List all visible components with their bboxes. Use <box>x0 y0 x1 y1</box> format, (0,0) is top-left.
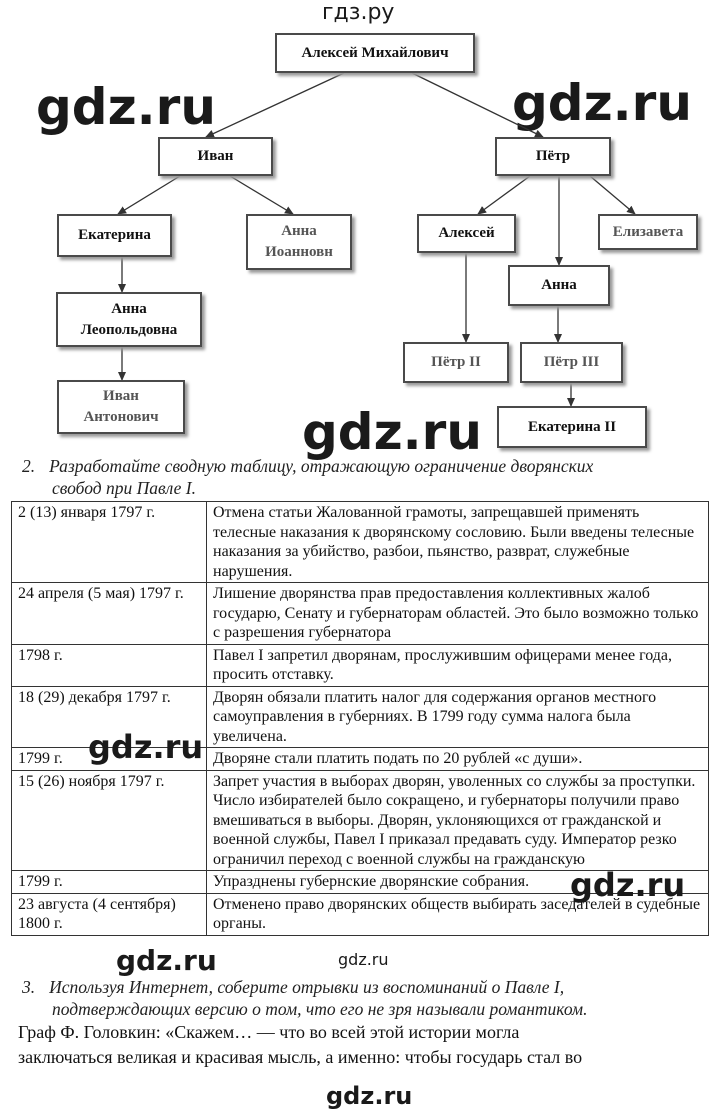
tree-node-elizaveta: Елизавета <box>598 214 698 250</box>
watermark: gdz.ru <box>302 403 482 461</box>
question-number: 3. <box>22 977 36 997</box>
table-row <box>12 770 709 871</box>
watermark: gdz.ru <box>338 950 389 969</box>
site-watermark-top: гдз.ру <box>322 0 395 25</box>
tree-node-petr: Пётр <box>495 137 611 176</box>
date-cell: 1798 г. <box>12 644 207 686</box>
tree-node-petr-ii: Пётр II <box>403 342 509 383</box>
table-row <box>12 502 709 583</box>
tree-node-ekaterina-ii: Екатерина II <box>497 406 647 448</box>
question-2 <box>22 455 712 499</box>
watermark: gdz.ru <box>88 728 204 766</box>
date-cell: 18 (29) декабря 1797 г. <box>12 686 207 748</box>
table-row <box>12 583 709 645</box>
description-cell: Дворяне стали платить подать по 20 рублей «с души». <box>207 748 709 771</box>
watermark: gdz.ru <box>36 78 216 136</box>
watermark: gdz.ru <box>326 1082 413 1110</box>
date-cell: 15 (26) ноября 1797 г. <box>12 770 207 871</box>
watermark: gdz.ru <box>570 866 686 904</box>
description-cell: Лишение дворянства прав предоставления коллективных жалоб государю, Сенату и губернаторам областей. Это было возможно только с разрешения губернатора <box>207 583 709 645</box>
question-number: 2. <box>22 456 36 476</box>
date-cell: 24 апреля (5 мая) 1797 г. <box>12 583 207 645</box>
tree-node-anna-ioannovna: Анна Иоанновн <box>246 214 352 270</box>
date-cell: 2 (13) января 1797 г. <box>12 502 207 583</box>
watermark: gdz.ru <box>512 74 692 132</box>
question-text: свобод при Павле I. <box>52 478 196 498</box>
tree-node-ivan: Иван <box>158 137 273 176</box>
date-cell: 1799 г. <box>12 748 207 771</box>
paragraph-line: заключаться великая и красивая мысль, а именно: чтобы государь стал во <box>18 1047 583 1067</box>
tree-node-petr-iii: Пётр III <box>520 342 623 383</box>
date-cell: 23 августа (4 сентября) 1800 г. <box>12 893 207 935</box>
question-text: подтверждающих версию о том, что его не зря называли романтиком. <box>52 999 588 1019</box>
question-text: Используя Интернет, соберите отрывки из воспоминаний о Павле I, <box>49 977 565 997</box>
description-cell: Дворян обязали платить налог для содержания органов местного самоуправления в губерниях. В 1799 году сумма налога была увеличена. <box>207 686 709 748</box>
watermark: gdz.ru <box>116 944 217 977</box>
description-cell: Отменено право дворянских обществ выбирать заседателей в судебные органы. <box>207 893 709 935</box>
tree-node-ekaterina: Екатерина <box>57 214 172 257</box>
date-cell: 1799 г. <box>12 871 207 894</box>
tree-node-ivan-antonovich: Иван Антонович <box>57 380 185 434</box>
tree-node-anna-leopoldovna: Анна Леопольдовна <box>56 292 202 347</box>
question-3 <box>22 976 712 1020</box>
tree-node-aleksei: Алексей <box>417 214 516 253</box>
description-cell: Упразднены губернские дворянские собрания. <box>207 871 709 894</box>
description-cell: Отмена статьи Жалованной грамоты, запрещавшей применять телесные наказания к дворянскому сословию. Были введены телесные наказания за убийство, разбои, пьянство, разврат, служебные нарушения. <box>207 502 709 583</box>
answer-paragraph <box>18 1020 708 1070</box>
tree-node-anna: Анна <box>508 265 610 306</box>
description-cell: Запрет участия в выборах дворян, уволенных со службы за проступки. Число избирателей было сокращено, и губернаторы получили право вмешиваться в выборы. Дворян, уклоняющихся от гражданской и военной службы, Павел I приказал предавать суду. Император резко ограничил переход с военной службы на гражданскую <box>207 770 709 871</box>
tree-node-root: Алексей Михайлович <box>275 33 475 73</box>
description-cell: Павел I запретил дворянам, прослужившим офицерами менее года, просить отставку. <box>207 644 709 686</box>
question-text: Разработайте сводную таблицу, отражающую ограничение дворянских <box>49 456 594 476</box>
paragraph-line: Граф Ф. Головкин: «Скажем… — что во всей этой истории могла <box>18 1022 520 1042</box>
table-row <box>12 644 709 686</box>
